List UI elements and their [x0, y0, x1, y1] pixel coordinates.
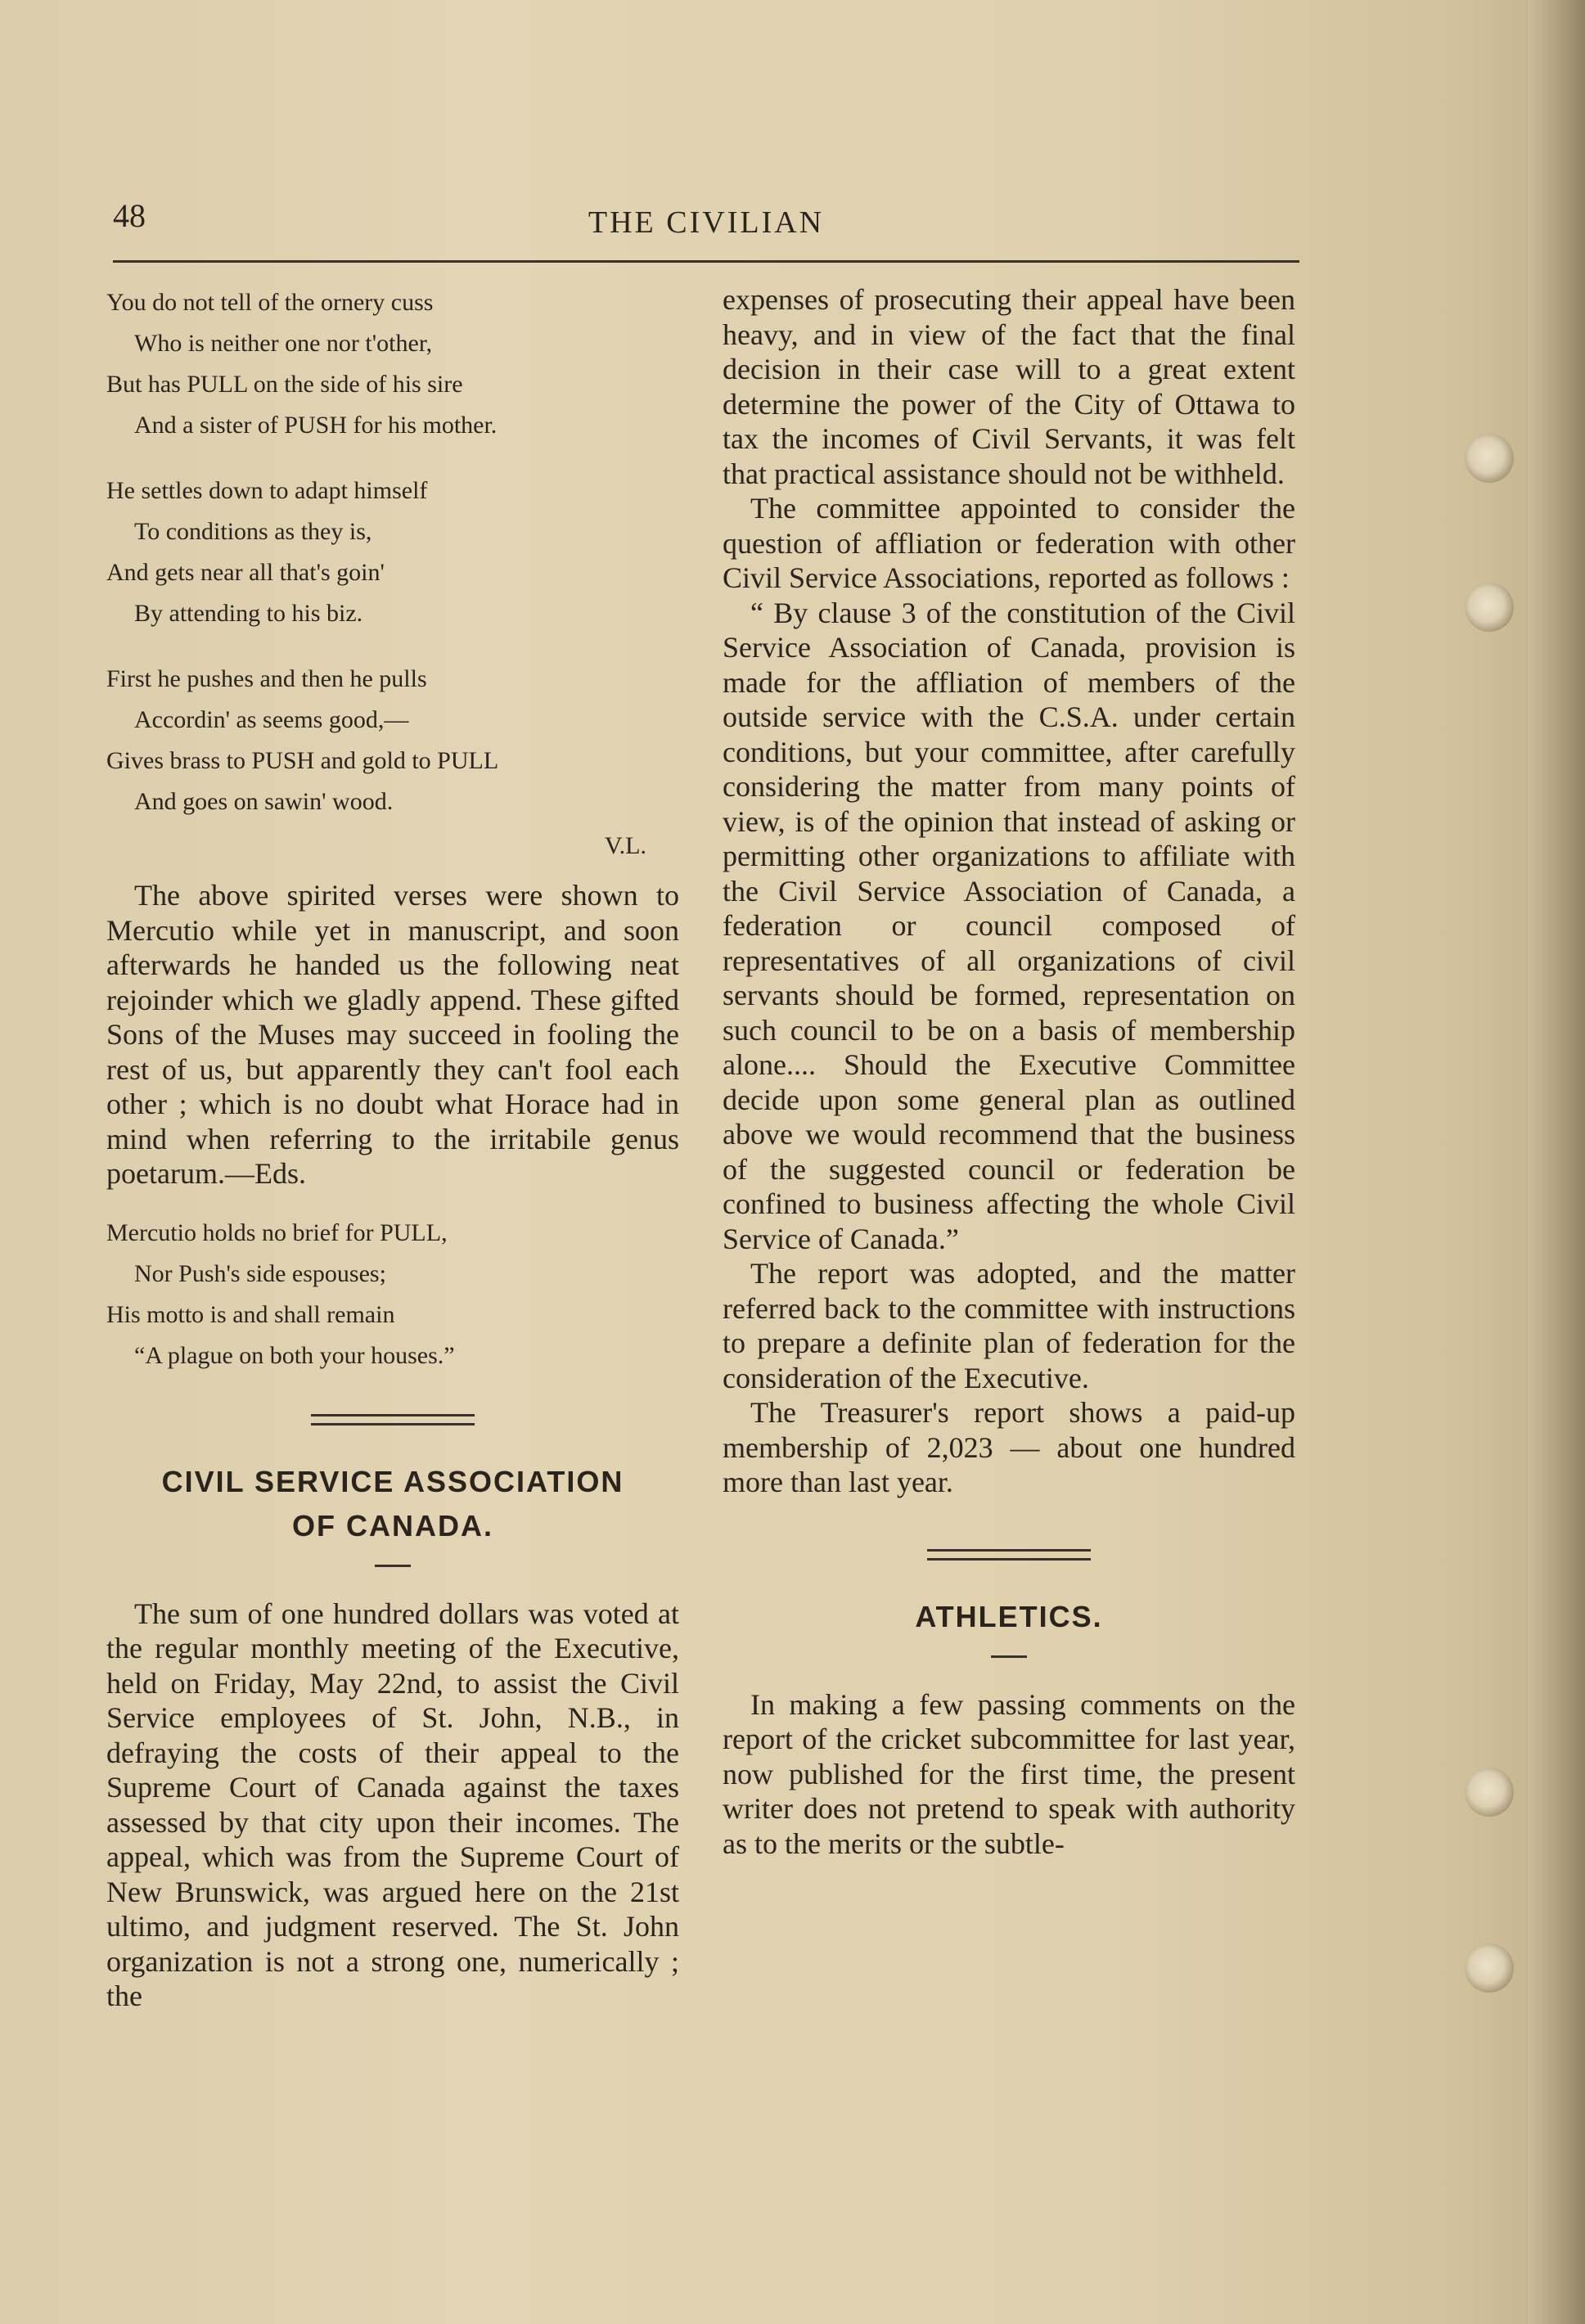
- csa-paragraph: The sum of one hundred dollars was voted at the regular monthly meeting of the Executive, held on Friday, May 22nd, to assist the Civil Service employees of St. John, N.B., in defraying the costs of their appeal to the Supreme Court of Canada against the taxes assessed by that city upon their incomes. The appeal, which was from the Supreme Court of New Brunswick, was argued here on the 21st ultimo, and judgment reserved. The St. John organization is not a strong one, numerically ; the: [106, 1597, 679, 2012]
- binding-edge: [1526, 0, 1585, 2324]
- punch-hole: [1465, 1943, 1514, 1993]
- committee-report-quote: “ By clause 3 of the constitution of the Civil Service Association of Canada, provision is made for the affliation of members of the outside service with the C.S.A. under certain conditions, but your committee, after carefully considering the matter from many points of view, is of the opinion that instead of asking or permitting other organizations to affiliate with the Civil Service Association of Canada, a federation or council composed of representatives of all organizations of civil servants should be formed, representation on such council to be on a basis of membership alone.... Should the Executive Committee decide upon some general plan as outlined above we would recommend that the business of the suggested council or federation be confined to business affecting the whole Civil Service of Canada.”: [723, 596, 1295, 1255]
- section-divider: [311, 1414, 475, 1425]
- poem-stanza: [106, 471, 679, 634]
- csa-heading: [106, 1460, 679, 1548]
- poem-verses: [106, 282, 679, 822]
- csa-heading-line-2: OF CANADA.: [292, 1508, 493, 1543]
- article-paragraph: The committee appointed to consider the question of affliation or federation with other Civil Service Associations, reported as follows :: [723, 492, 1295, 594]
- punch-hole: [1465, 1768, 1514, 1817]
- rejoinder-verse: [106, 1213, 679, 1376]
- verse-line: But has PULL on the side of his sire: [106, 371, 463, 398]
- verse-line: To conditions as they is,: [134, 518, 372, 545]
- running-title: THE CIVILIAN: [588, 205, 825, 240]
- athletics-heading: ATHLETICS.: [915, 1599, 1103, 1633]
- verse-line: Gives brass to PUSH and gold to PULL: [106, 747, 499, 774]
- header-rule: [113, 260, 1299, 263]
- page-header: [113, 196, 1299, 254]
- csa-heading-line-1: CIVIL SERVICE ASSOCIATION: [161, 1464, 624, 1498]
- article-paragraph: The report was adopted, and the matter referred back to the committee with instructions to prepare a definite plan of federation for the consideration of the Executive.: [723, 1257, 1295, 1394]
- verse-line: Nor Push's side espouses;: [134, 1259, 386, 1287]
- verse-line: Who is neither one nor t'other,: [134, 330, 433, 357]
- article-paragraph: expenses of prosecuting their appeal have been heavy, and in view of the fact that the final decision in their case will to a great extent determine the power of the City of Ottawa to tax the incomes of Civil Servants, it was felt that practical assistance should not be withheld.: [723, 283, 1295, 490]
- poem-stanza: [106, 659, 679, 822]
- stanza-gap: [106, 446, 679, 471]
- verse-line: And a sister of PUSH for his mother.: [134, 412, 498, 439]
- poem-signature: V.L.: [604, 832, 646, 859]
- verse-line: By attending to his biz.: [134, 600, 363, 627]
- verse-line: Mercutio holds no brief for PULL,: [106, 1218, 448, 1246]
- heading-dash: [991, 1655, 1027, 1658]
- editorial-note: The above spirited verses were shown to Mercutio while yet in manuscript, and soon afterwards he handed us the following neat rejoinder which we gladly append. These gifted Sons of the Muses may succeed in fooling the rest of us, but apparently they can't fool each other ; which is no doubt what Horace had in mind when referring to the irritabile genus poetarum.—Eds.: [106, 879, 679, 1190]
- verse-line: He settles down to adapt himself: [106, 477, 428, 504]
- verse-line: First he pushes and then he pulls: [106, 665, 427, 692]
- verse-line: And goes on sawin' wood.: [134, 788, 394, 815]
- left-column: [106, 282, 679, 2014]
- right-column: [723, 282, 1295, 1861]
- verse-line: And gets near all that's goin': [106, 559, 385, 586]
- punch-hole: [1465, 434, 1514, 483]
- athletics-paragraph: In making a few passing comments on the report of the cricket subcommittee for last year, now published for the first time, the present writer does not pretend to speak with authority as to the merits or the subtle-: [723, 1687, 1295, 1860]
- verse-line: You do not tell of the ornery cuss: [106, 289, 434, 316]
- page-number: 48: [113, 197, 146, 234]
- treasurer-paragraph: The Treasurer's report shows a paid-up membership of 2,023 — about one hundred more than last year.: [723, 1396, 1295, 1498]
- verse-line: His motto is and shall remain: [106, 1300, 395, 1328]
- stanza-gap: [106, 634, 679, 659]
- verse-line: Accordin' as seems good,—: [134, 706, 409, 733]
- punch-hole: [1465, 583, 1514, 632]
- poem-stanza: [106, 282, 679, 446]
- verse-line: “A plague on both your houses.”: [134, 1341, 455, 1369]
- section-divider: [927, 1549, 1091, 1561]
- heading-dash: [375, 1565, 411, 1567]
